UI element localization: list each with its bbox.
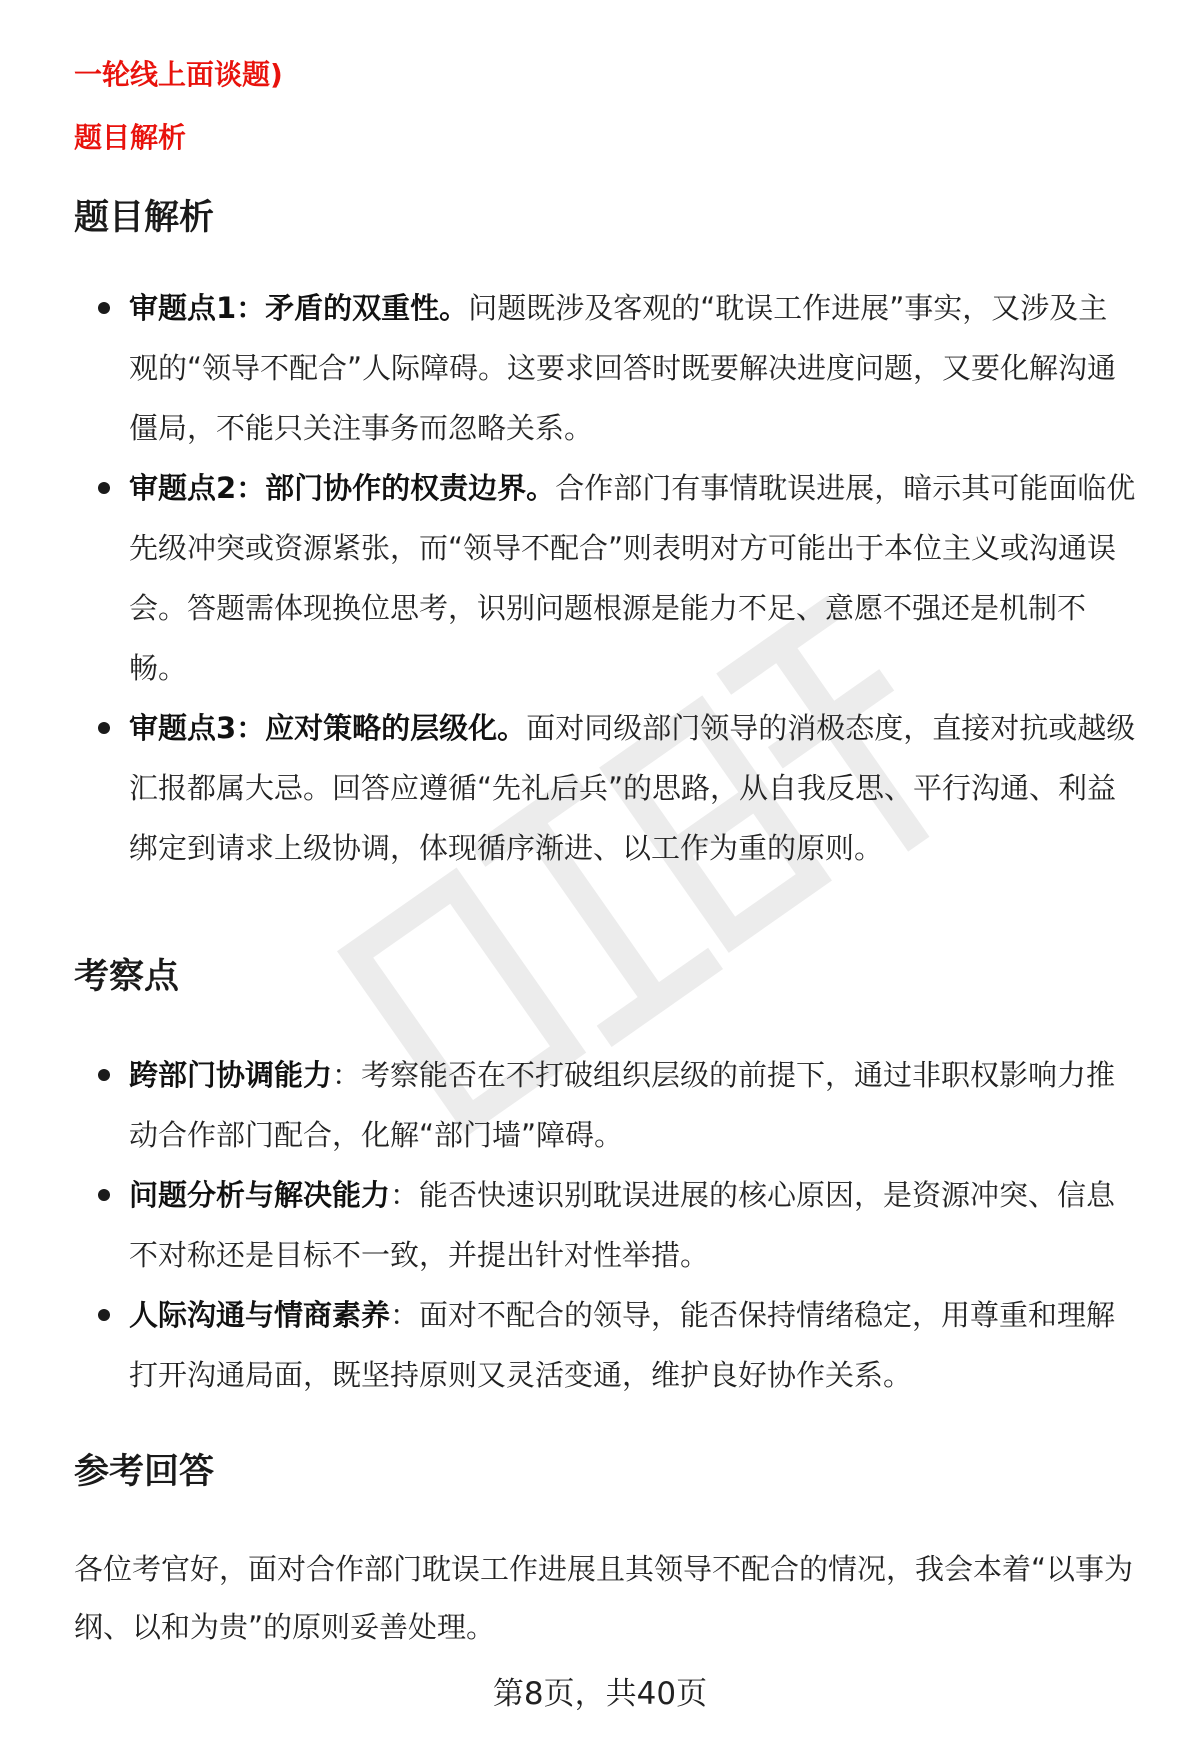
item-text: ：考察能否在不打破组织层级的前提下，通过非职权影响力推动合作部门配合，化解“部门墙”障碍。 (129, 1058, 1116, 1152)
bullet-icon (98, 302, 110, 314)
item-text: 合作部门有事情耽误进展，暗示其可能面临优先级冲突或资源紧张，而“领导不配合”则表明对方可能出于本位主义或沟通误会。答题需体现换位思考，识别问题根源是能力不足、意愿不强还是机制不畅。 (129, 471, 1136, 685)
list-item (0, 698, 1200, 878)
section-title-points: 考察点 (74, 957, 180, 997)
answer-paragraph: 各位考官好，面对合作部门耽误工作进展且其领导不配合的情况，我会本着“以事为纲、以和为贵”的原则妥善处理。 (74, 1552, 1134, 1644)
list-item (0, 458, 1200, 698)
item-text: 问题既涉及客观的“耽误工作进展”事实，又涉及主观的“领导不配合”人际障碍。这要求回答时既要解决进度问题，又要化解沟通僵局，不能只关注事务而忽略关系。 (129, 291, 1117, 445)
item-lead: 跨部门协调能力 (129, 1058, 333, 1092)
section-title-answer: 参考回答 (74, 1452, 215, 1492)
item-text: ：能否快速识别耽误进展的核心原因，是资源冲突、信息不对称还是目标不一致，并提出针对性举措。 (129, 1178, 1116, 1272)
section-title-analysis: 题目解析 (74, 198, 215, 238)
bullet-icon (98, 1189, 110, 1201)
list-item (0, 278, 1200, 458)
item-lead: 问题分析与解决能力 (129, 1178, 391, 1212)
item-lead: 审题点3：应对策略的层级化。 (129, 711, 527, 745)
item-text: ：面对不配合的领导，能否保持情绪稳定，用尊重和理解打开沟通局面，既坚持原则又灵活变通，维护良好协作关系。 (129, 1298, 1116, 1392)
list-item (0, 1165, 1200, 1285)
item-lead: 审题点1：矛盾的双重性。 (129, 291, 469, 325)
page-number: 第8页，共40页 (492, 1676, 708, 1712)
bullet-icon (98, 1309, 110, 1321)
item-lead: 人际沟通与情商素养 (129, 1298, 391, 1332)
points-list (0, 1045, 1200, 1405)
analysis-list (0, 278, 1200, 878)
bullet-icon (98, 482, 110, 494)
header-line-2: 题目解析 (74, 121, 187, 154)
bullet-icon (98, 1069, 110, 1081)
bullet-icon (98, 722, 110, 734)
list-item (0, 1045, 1200, 1165)
header-line-1: 一轮线上面谈题) (74, 58, 283, 91)
list-item (0, 1285, 1200, 1405)
item-text: 面对同级部门领导的消极态度，直接对抗或越级汇报都属大忌。回答应遵循“先礼后兵”的思路，从自我反思、平行沟通、利益绑定到请求上级协调，体现循序渐进、以工作为重的原则。 (129, 711, 1136, 865)
item-lead: 审题点2：部门协作的权责边界。 (129, 471, 556, 505)
